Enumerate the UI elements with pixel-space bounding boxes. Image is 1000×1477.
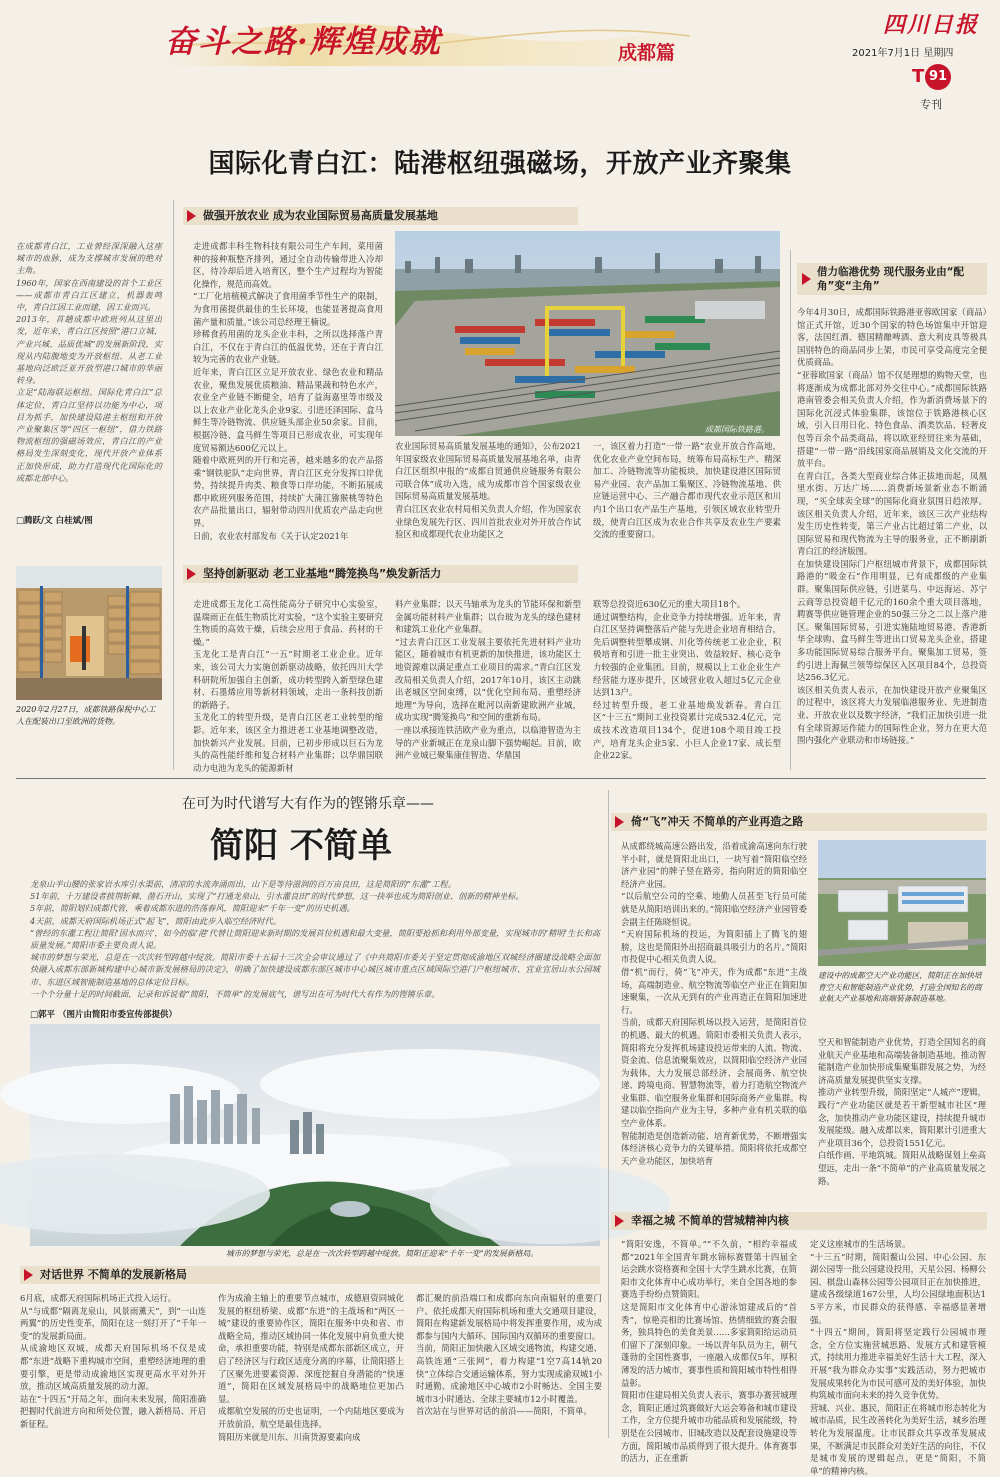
article2-section1-title: 对话世界 不简单的发展新格局 — [40, 1268, 187, 1281]
article1-sec1-col1: 走进成都丰科生物科技有限公司生产车间，菜用菌种的接种瓶整齐排列，通过全自动传输带进入冷却区，待冷却后进入培育区，整个生产过程均为智能化操作，规范而高效。 “工厂化培植模式解决了食用菌季节性生产的限制，为食用菌提供最佳的生长环境，也能显著提高食用菌产量和质量。”该公司总经理王楠说。 珍稀食药用菌的龙头企业丰科，之所以选择落户青白江，不仅在于青白江的低温优势，还在于青白江较为完善的农业产业链。 近年来，青白江区立足开放农业、绿色农业和精品农业，聚焦发展优质粮油、精品果蔬和特色水产，农业全产业链不断健全，培育了益海嘉里等市级及以上农业产业化龙头企业9家。引进还泽国际、盒马鲜生等冷链物流、供应链头部企业50余家。目前，根据冷链、盒马鲜生等项目已形成农业，可实现年度贸易额达600亿元以上。 随着中欧班列的开行和完善，越来越多的农产品搭乘“钢铁驼队”走向世界，青白江区充分发挥口岸优势，持续提升肉类、粮食等口岸功能，不断拓展成都中欧班列服务范围，持续扩大蒲江猕猴桃等特色农产品批量出口，辐射带动四川优质农产品走向世界。 日前，农业农村部发布《关于认定2021年 — [193, 241, 383, 541]
article2-section3-heading — [611, 1212, 987, 1230]
article2-sec1-col2: 作为成渝主轴上的重要节点城市，成德眉资同城化发展的枢纽桥梁、成都“东进”的主战场和“两区一城”建设的重要协作区，简阳在服务中央和省、市战略全局，推动区域协同一体化发展中肩负重大使命，承担重要功能，特别是成都东部新区成立，开启了经济区与行政区适度分离的序幕，让简阳搭上了区聚先进要素资源、深度挖掘自身潜能的“快速道”，简阳在区域发展格局中的战略地位更加凸显。 成都航空发展的历史也证明，一个内陆地区要成为开放前沿，航空是最佳选择。 简阳历来就是川东、川南货源要素向成 — [218, 1293, 404, 1442]
article1-section3-heading — [797, 263, 987, 295]
article1-byline: □腾跃/文 白桂斌/图 — [16, 516, 93, 526]
article1-sec2-col3: 联等总投资近630亿元的重大项目18个。 通过调整结构，企业竞争力持续增强。近年来，青白江区坚持调整落后产能与先进企业培育相结合，先后调整转型攀成钢、川化等传统老工业企业，积极培育和引进一批主业突出、效益较好、核心竞争力较强的企业集团。目前，规模以上工业企业生产经营能力逐步提升，区域营业收入超过5亿元企业达到13户。 经过转型升级，老工业基地焕发新春。青白江区“十三五”期间工业投资累计完成532.4亿元，完成技术改造项目134个，促进108个项目竣工投产，培育龙头企业5家、小巨人企业17家、成长型企业22家。 — [593, 599, 781, 761]
article1-section1-heading — [183, 207, 578, 225]
article2-section1-heading — [20, 1266, 600, 1284]
issue-date: 2021年7月1日 星期四 — [852, 48, 954, 59]
masthead — [0, 0, 1000, 125]
warehouse-photo — [16, 566, 162, 700]
article1-section3-title: 借力临港优势 现代服务业由“配角”变“主角” — [817, 266, 965, 292]
section3-marker — [802, 273, 811, 285]
article1-sec1-col2: 农业国际贸易高质量发展基地的通知》，公布2021年国家级农业国际贸易高质量发展基地名单，由青白江区组织申报的“成都自贸通供应链服务有限公司联合体”成功入选，成为成都市首个国家级农业国际贸易高质量发展基地。 青白江区农业农村局相关负责人介绍，作为国家农业绿色发展先行区、四川首批农业对外开放合作试验区和成都现代农业功能区之 — [395, 441, 581, 540]
article2-sec1-col3: 都汇聚的前沿端口和成都向东向南辐射的重要门户。依托成都天府国际机场和重大交通项目建设，简阳在构建新发展格局中将发挥重要作用，成为成都参与国内大循环、国际国内双循环的重要窗口。 当前，简阳正加快融入区域交通物流，构建交通、高铁连通“三张网”，着力构建“1空7高14轨20快”立体综合交通运输体系，努力实现成渝双城1小时通勤、成渝地区中心城市2小时畅达、全国主要城市3小时通达、全球主要城市12小时覆盖。 首次站在与世界对话的前沿——简阳，不简单。 — [416, 1293, 602, 1417]
article1-sec2-col1: 走进成都玉龙化工高性能高分子研究中心实验室，温瑞雨正在低生物质比对实验，“这个实验主要研究生物质的高效干燥，后续会应用于食品、药材的干燥。” 玉龙化工是青白江“一五”时期老工业企业。近年来，该公司大力实施创新驱动战略，依托四川大学科研院所加强自主创新，成功转型跨入新型绿色建材、石墨烯应用等新材料领域，走出一条科技创新的新路子。 玉龙化工的转型升级，是青白江区老工业转型的缩影。近年来，该区全力推进老工业基地调整改造，加快新兴产业发展。目前，已初步形成以巨石为龙头的高性能纤维和复合材料产业集群；以华鼎国联动力电池为龙头的能源新材 — [193, 599, 383, 773]
article2-sec2-col2: 空天和智能制造产业优势，打造全国知名的商业航天产业基地和高端装备制造基地。推动智能制造产业加快形成集聚集群发展之势，为经济高质量发展提供坚实支撑。 推动产业转型升级，简阳坚定“人城产”逻辑，践行“产业功能区就是若干新型城市社区”理念，加快推动产业功能区建设，持续提升城市发展能级。融入成都以来，简阳累计引进重大产业项目36个，总投资1551亿元。 白纸作画、平地筑城。简阳从战略谋划上垒高望远，走出一条“不简单”的产业高质量发展之路。 — [818, 1037, 986, 1186]
page-letter: T — [912, 66, 925, 87]
paper-name-logo: 四川日报 — [883, 12, 980, 38]
article1-section2-heading — [183, 565, 578, 583]
article2-sec2-col1: 从成都绕城高速公路出发，沿着成渝高速向东行驶半小时，就是简阳北出口，一块写着“简阳临空经济产业园”的牌子竖在路旁，指向附近的简阳临空经济产业园。 “以后航空公司的空乘、地勤人员甚至飞行员可能就是从简阳培训出来的。”简阳临空经济产业园管委会副主任陈晓恒说。 “天府国际机场的投运，为简阳插上了腾飞的翅膀，这也是简阳外出招商最具吸引力的名片。”简阳市投促中心相关负责人说。 借“机”而行，倚“飞”冲天，作为成都“东进”主战场，高端制造业、航空物流等临空产业正在简阳加速聚集，一次从无到有的产业再造正在简阳加速进行。 当前，成都天府国际机场以投入运营，是简阳首位的机遇、最大的机遇。简阳市委相关负责人表示，简阳将充分发挥机场建设投运带来的人流、物流、资金流、信息流聚集效应，以简阳临空经济产业园为载体，大力发展总部经济、会展商务、航空快递、跨境电商、智慧物流等，着力打造航空物流产业集群、临空服务业集群和国际商务产业集群。构建以临空指向产业为主导，多种产业有机关联的临空产业体系。 智能制造是创造新动能、培育新优势，不断增强实体经济核心竞争力的关键举措。简阳将依托成都空天产业功能区，加快培育 — [621, 841, 807, 1166]
aerospace-park-photo — [818, 840, 986, 966]
article1-sec1-col3: 一，该区着力打造“一带一路”农业开放合作高地，优化农业产业空间布局，统筹布局高标生产、精深加工、冷链物流等功能板块，加快建设港区国际贸易产业园、农产品加工集聚区、冷链物流基地、供应链运营中心、三产融合都市现代农业示范区和川内1个出口农产品生产基地，引领区域农业转型升级，使青白江区成为农业合作共享及农业生产要素交流的重要窗口。 — [593, 441, 781, 540]
article1-headline: 国际化青白江：陆港枢纽强磁场，开放产业齐聚集 — [208, 149, 792, 179]
article2-sec1-col1: 6月底，成都天府国际机场正式投入运行。 从“与成都”隔离龙泉山，风景雨薰天”，到“一山连两翼”的历史性变革，简阳在这一刻打开了“千年一变”的发展新局面。 从成渝地区双城，成都天府国际机场不仅是成都“东进”战略下重构城市空间，重塑经济地理的重要引擎，更是带动成渝地区实现更高水平对外开放，推动区域高质量发展的动力源。 站在“十四五”开局之年，面向未来发展，简阳准确把握时代前进方向和所处位置，融入新格局、开启新征程。 — [20, 1293, 206, 1429]
article-divider — [16, 778, 986, 779]
page-number-badge — [925, 64, 951, 90]
article2-sec3-col1: “简阳安逸，不简单。”“不久前，“相约幸福成都”2021年全国青年跳水锦标赛暨第十四届全运会跳水资格赛和全国十大学生跳水比赛，在简阳市文化体育中心成功举行，来自全国各地的参赛选手纷纷点赞简阳。 这是简阳市文化体育中心游泳馆建成后的“首秀”，惊艳亮相的比赛场馆、热情细致的赛会服务，独具特色的美食美景……多家简阳给运动员们留下了深刻印象。一场以青年队员为主，朝气蓬勃的全国性赛事，一座融入成都仅5年，厚积薄发的活力城市，赛事性质和简阳城市特性相得益彰。 简阳市住建局相关负责人表示，赛事办赛营城理念，简阳正通过筑赛做好大运会筹备和城市建设工作，全方位提升城市功能品质和发展能级，特别是在公园城市、旧城改造以及配套设施建设等方面，简阳城市品质得到了很大提升。体育赛事的活力，正在重新 — [621, 1239, 797, 1464]
column-rule — [790, 250, 791, 770]
edition-label: 成都篇 — [618, 42, 676, 64]
article2-headline: 简阳 不简单 — [210, 826, 392, 866]
article2-section2-heading — [611, 813, 987, 831]
article1-sec2-col2: 料产业集群；以天马轴承为龙头的节能环保和新型金属功能材料产业集群；以台玻为龙头的绿色建材和建筑工业化产业集群。 “过去青白江区工业发展主要依托先进材料产业功能区，随着城市有机更新的加快推进，该功能区土地资源难以满足重点工业项目的需求。”青白江区发改局相关负责人介绍，2017年10月，该区主动跳出老城区空间束缚，以“优化空间布局、重塑经济地理”为导向，选择在毗河以南新建欧洲产业城，成功实现“腾笼换鸟”和空间的重新布局。 一座以承接连铁活欧产业为重点，以临港智造为主导的产业新城正在龙泉山脚下强势崛起。目前，欧洲产业城已聚集康佳智造、华鼎国 — [395, 599, 581, 761]
column-rule — [173, 200, 174, 770]
article2-byline: □郭平 （图片由简阳市委宣传部提供） — [30, 1010, 177, 1020]
article2-lead: 龙泉山半山腰的张家岩水库引水渠前，清凉的水流奔涌而出，山下是等待滋润的百万亩良田，这是简阳的“东灌”工程。 51年前，十万建设者披荆斩棘、凿石开山，实现了“打通龙泉山，引水灌良田”的时代梦想，这一抉举也成为简阳创业、创新的精神坐标。 5年前，简阳划归成都代管，乘着成都东进的浩荡春风，简阳迎来“千年一变”的历史机遇。 4天前，成都天府国际机场正式“起飞”，简阳由此步入临空经济时代。 “曾经的东灌工程让简阳‘因水而兴’，如今的临‘港’代替让简阳迎来新时期的发展首位机遇和最大变量，简阳要抢抓和利用外部变量，实现城市的‘精明’生长和高质量发展。”简阳市委主要负责人说。 城市的梦想与荣光，总是在一次次转型跨越中绽放。简阳市委十五届十三次全会审议通过了《中共简阳市委关于坚定贯彻成渝地区双城经济圈建设战略全面加快融入成都东部新城构建中心城市新发展格局的决定》，明确了加快建设成都东部区城市中心城区城市重点区域国际空港门户枢纽城市、宜业宜居山水公园城市、东进区域智能制造基地的总体定位目标。 一个个分量十足的时间截面，记录和诉说着“简阳，不简单”的发展底气，谱写出在可为时代大有作为的铿锵乐章。 — [30, 879, 600, 999]
series-title: 奋斗之路·辉煌成就 — [165, 24, 442, 60]
section-label: 专刊 — [920, 98, 942, 111]
aerospace-park-photo-caption: 建设中的成都空天产业功能区，简阳正在加快培育空天和智能制造产业优势，打造全国知名的商业航天产业基地和高端装备制造基地。 — [818, 971, 982, 1003]
cloud-city-photo — [30, 1024, 600, 1246]
article1-lead: 在成都青白江，工业曾经深深融入这座城市的血脉，成为支撑城市发展的绝对主角。 1960年，国家在西南建设的首个工业区——成都市青白江区建立，机器轰鸣中，青白江因工业而建，因工业而兴。 2013年，首趟成都中欧班列从这里出发，近年来，青白江区按照“港口立城、产业兴城、品质优城”的发展新阶段，实现从内陆腹地变为开放枢纽、从老工业基地向泛欧泛亚开放型港口城市的华丽转身。 立足“陆海联运枢纽、国际化青白江”总体定位，青白江坚持以功能为中心，项目为抓手，加快建设陆港主枢纽和开放产业聚集区等“四区一枢纽”，借力铁路物流枢纽的强磁场效应，青白江的产业格局发生深刻变化，现代开放产业体系正加快形成，助力打造现代化国际化的成都北部中心。 — [16, 241, 162, 483]
railport-photo-caption: 成都国际铁路港。 — [705, 425, 769, 434]
article2-section2-title: 倚“飞”冲天 不简单的产业再造之路 — [631, 815, 804, 828]
article1-section1-title: 做强开放农业 成为农业国际贸易高质量发展基地 — [203, 209, 438, 222]
page-number: 91 — [928, 69, 948, 84]
article2-sec3-col2: 定义这座城市的生活场景。 “十三五”时期，简阳鳌山公园、中心公园、东湖公园等一批公园建设投用，天星公园、杨柳公园、棋盘山森林公园等公园项目正在加快推进，建成各级绿道167公里，人均公园绿地面积达15平方米，市民群众的获得感、幸福感显著增强。 “十四五”期间，简阳将坚定践行公园城市理念，全方位实施营城思路、发展方式和建管模式，持续用力推进幸福美好生活十大工程，深入开展“我为群众办实事”实践活动，努力把城市发展成果转化为市民可感可及的美好体验，加快构筑城市面向未来的持久竞争优势。 营城、兴业、惠民，简阳正在将城市形态转化为城市品质，民生改善转化为美好生活，城乡治理转化为发展温度。让市民群众共享改革发展成果，不断满足市民群众对美好生活的向往，不仅是城市发展的逻辑起点，更是“简阳，不简单”的精神内核。 — [810, 1239, 986, 1476]
warehouse-photo-caption: 2020年2月27日，成都铁路保税中心工人在配装出口至欧洲的货物。 — [16, 705, 156, 726]
article2-kicker: 在可为时代谱写大有作为的铿锵乐章—— — [182, 796, 434, 812]
railport-photo — [395, 231, 780, 436]
article2-section3-title: 幸福之城 不简单的营城精神内核 — [631, 1214, 789, 1227]
cloud-city-photo-caption: 城市的梦想与荣光，总是在一次次转型跨越中绽放。简阳正迎来“千年一变”的发展新格局。 — [226, 1249, 539, 1258]
article1-section2-title: 坚持创新驱动 老工业基地“腾笼换鸟”焕发新活力 — [203, 567, 442, 580]
column-rule — [608, 790, 609, 1438]
article1-sec3-body: 今年4月30日，成都国际铁路港亚蓉欧国家（商品）馆正式开馆，近30个国家的特色场馆集中开馆迎客，法国红酒、德国精酿啤酒、意大利皮具等极具国别特色的商品同步上架，市民可享受高度完全便优质商品。 “亚蓉欧国家（商品）馆不仅是理想的购物天堂，也将逐渐成为成都北部对外交往中心。”成都国际铁路港南管委会相关负责人介绍，作为新消费场景下的国际化沉浸式体验集群，该馆位于铁路港核心区域，引入日用日化、特色食品、酒类饮品、轻奢皮包等百余个品类商品，将以欧亚经贸往来为基础，搭建“一带一路”沿线国家商品展销及文化交流的开放平台。 在青白江，各类大型商业综合体正拔地而起，凤凰里水街、万达广场……消费新场景新业态不断涌现，“买全球卖全球”的国际化商业氛围日趋浓厚。该区相关负责人介绍，近年来，该区三次产业结构发生历史性转变，第三产业占比超过第二产业，以国际贸易和现代物流为主导的服务业，正不断刷新青白江的经济版图。 在加快建设国际门户枢纽城市背景下，成都国际铁路港的“吸金石”作用明显，已有成都级的产业集群。聚集国际供应链，引进菜鸟、中远海运、苏宁云商等总投资超千亿元的160余个重大项目落地，聘赛等供应链管理企业的50强三分之二以上落户港区。聚集国际贸易，引进实施陆地贸易港、香港新华全球购、盒马鲜生等进出口贸易龙头企业，搭建多功能国际贸易综合服务平台。聚集加工贸易，签约引进上海佩兰领等综保区入区项目84个，总投资达256.3亿元。 该区相关负责人表示，在加快建设开放产业聚集区的过程中，该区将大力发展临港服务业、先进制造业、开放农业以及数字经济，“我们正加快引进一批有全球资源运作能力的国际性企业，努力在更大范围内强化产业联动和市场链接。” — [797, 307, 987, 746]
